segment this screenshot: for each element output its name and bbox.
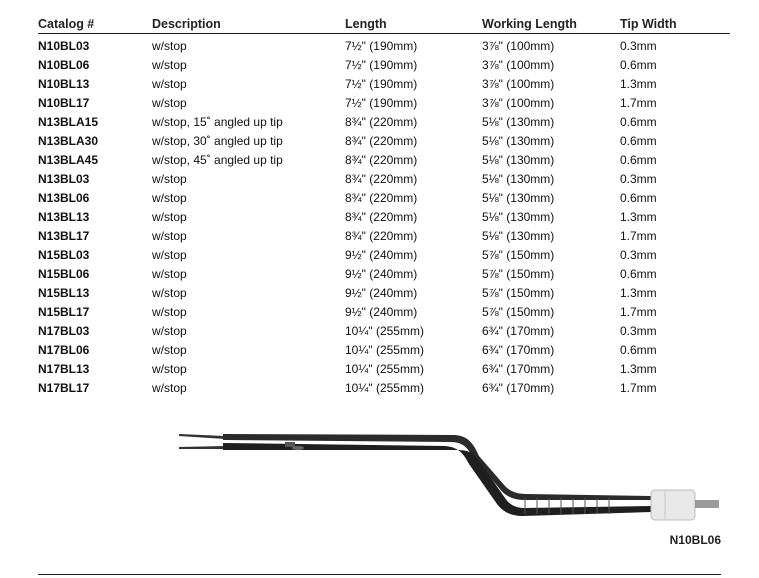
cell-description: w/stop [152, 209, 187, 224]
cell-length: 7½" (190mm) [345, 95, 418, 110]
cell-length: 8¾" (220mm) [345, 133, 418, 148]
cell-tip-width: 0.3mm [620, 323, 657, 338]
cell-tip-width: 0.6mm [620, 57, 657, 72]
cell-catalog: N10BL13 [38, 76, 90, 91]
bottom-divider [38, 574, 721, 575]
table-row [38, 378, 730, 397]
forceps-arm-lower [223, 443, 651, 516]
table-row [38, 264, 730, 283]
table-row [38, 112, 730, 131]
header-working-length: Working Length [482, 14, 620, 34]
cell-length: 9½" (240mm) [345, 304, 418, 319]
table-row [38, 283, 730, 302]
table-row [38, 302, 730, 321]
header-tip-width: Tip Width [620, 14, 730, 34]
cell-length: 7½" (190mm) [345, 76, 418, 91]
cell-length: 8¾" (220mm) [345, 114, 418, 129]
cell-catalog: N17BL17 [38, 380, 90, 395]
cell-tip-width: 0.3mm [620, 171, 657, 186]
table-row [38, 55, 730, 74]
cell-description: w/stop [152, 380, 187, 395]
cell-length: 8¾" (220mm) [345, 152, 418, 167]
cell-catalog: N13BLA45 [38, 152, 99, 167]
cell-catalog: N13BL17 [38, 228, 90, 243]
table-row [38, 169, 730, 188]
cell-catalog: N17BL03 [38, 323, 90, 338]
cell-description: w/stop [152, 95, 187, 110]
cell-catalog: N15BL03 [38, 247, 90, 262]
cell-working-length: 3⅞" (100mm) [482, 95, 555, 110]
cell-length: 8¾" (220mm) [345, 228, 418, 243]
cell-working-length: 3⅞" (100mm) [482, 76, 555, 91]
cell-length: 10¼" (255mm) [345, 380, 424, 395]
cell-working-length: 6¾" (170mm) [482, 361, 555, 376]
cell-catalog: N15BL17 [38, 304, 90, 319]
cell-length: 7½" (190mm) [345, 57, 418, 72]
cell-length: 8¾" (220mm) [345, 171, 418, 186]
cell-working-length: 5⅛" (130mm) [482, 133, 555, 148]
cell-tip-width: 0.6mm [620, 133, 657, 148]
cell-catalog: N10BL06 [38, 57, 90, 72]
cell-description: w/stop [152, 76, 187, 91]
forceps-tip-lower [179, 446, 225, 449]
table-row [38, 93, 730, 112]
forceps-stop-pin [292, 446, 304, 450]
cell-tip-width: 1.7mm [620, 95, 657, 110]
forceps-connector [651, 490, 695, 520]
cell-length: 10¼" (255mm) [345, 361, 424, 376]
cell-tip-width: 1.3mm [620, 285, 657, 300]
cell-tip-width: 1.3mm [620, 76, 657, 91]
cell-tip-width: 0.3mm [620, 38, 657, 53]
table-row [38, 226, 730, 245]
header-length: Length [345, 14, 482, 34]
cell-description: w/stop, 45˚ angled up tip [152, 152, 283, 167]
cell-description: w/stop [152, 57, 187, 72]
table-row [38, 359, 730, 378]
header-description: Description [152, 14, 345, 34]
cell-working-length: 5⅞" (150mm) [482, 285, 555, 300]
cell-catalog: N13BL06 [38, 190, 90, 205]
cell-description: w/stop [152, 38, 187, 53]
cell-tip-width: 1.7mm [620, 304, 657, 319]
cell-catalog: N10BL17 [38, 95, 90, 110]
cell-length: 8¾" (220mm) [345, 190, 418, 205]
cell-description: w/stop [152, 342, 187, 357]
cell-working-length: 5⅞" (150mm) [482, 266, 555, 281]
table-body [38, 34, 730, 398]
cell-description: w/stop [152, 361, 187, 376]
cell-catalog: N17BL06 [38, 342, 90, 357]
cell-working-length: 5⅛" (130mm) [482, 171, 555, 186]
cell-tip-width: 0.3mm [620, 247, 657, 262]
cell-length: 10¼" (255mm) [345, 342, 424, 357]
table-row [38, 131, 730, 150]
cell-description: w/stop [152, 285, 187, 300]
catalog-table [38, 14, 730, 397]
cell-catalog: N13BL03 [38, 171, 90, 186]
cell-description: w/stop [152, 190, 187, 205]
cell-working-length: 5⅛" (130mm) [482, 152, 555, 167]
cell-tip-width: 1.7mm [620, 380, 657, 395]
cell-description: w/stop, 15˚ angled up tip [152, 114, 283, 129]
table-row [38, 340, 730, 359]
cell-tip-width: 0.6mm [620, 190, 657, 205]
cell-working-length: 6¾" (170mm) [482, 342, 555, 357]
cell-working-length: 5⅛" (130mm) [482, 114, 555, 129]
table-row [38, 245, 730, 264]
table-header-row [38, 14, 730, 34]
table-row [38, 321, 730, 340]
cell-tip-width: 0.6mm [620, 342, 657, 357]
forceps-tip-upper [179, 434, 225, 439]
cell-tip-width: 0.6mm [620, 152, 657, 167]
forceps-stop [285, 442, 295, 447]
cell-working-length: 5⅛" (130mm) [482, 209, 555, 224]
cell-length: 9½" (240mm) [345, 285, 418, 300]
cell-length: 8¾" (220mm) [345, 209, 418, 224]
bipolar-forceps-image [165, 420, 725, 530]
cell-working-length: 5⅛" (130mm) [482, 190, 555, 205]
cell-length: 10¼" (255mm) [345, 323, 424, 338]
cell-description: w/stop [152, 266, 187, 281]
cell-working-length: 3⅞" (100mm) [482, 38, 555, 53]
cell-description: w/stop [152, 323, 187, 338]
forceps-connector-pin [695, 500, 719, 508]
cell-catalog: N13BL13 [38, 209, 90, 224]
cell-description: w/stop [152, 228, 187, 243]
table-row [38, 188, 730, 207]
cell-tip-width: 0.6mm [620, 266, 657, 281]
cell-length: 9½" (240mm) [345, 266, 418, 281]
cell-tip-width: 1.3mm [620, 209, 657, 224]
cell-catalog: N15BL06 [38, 266, 90, 281]
cell-working-length: 3⅞" (100mm) [482, 57, 555, 72]
cell-catalog: N10BL03 [38, 38, 90, 53]
cell-working-length: 6¾" (170mm) [482, 323, 555, 338]
cell-catalog: N15BL13 [38, 285, 90, 300]
table-row [38, 34, 730, 56]
cell-tip-width: 0.6mm [620, 114, 657, 129]
cell-description: w/stop [152, 247, 187, 262]
cell-catalog: N13BLA30 [38, 133, 99, 148]
table-row [38, 207, 730, 226]
cell-tip-width: 1.7mm [620, 228, 657, 243]
table-row [38, 74, 730, 93]
cell-description: w/stop, 30˚ angled up tip [152, 133, 283, 148]
cell-description: w/stop [152, 171, 187, 186]
cell-tip-width: 1.3mm [620, 361, 657, 376]
cell-length: 9½" (240mm) [345, 247, 418, 262]
header-catalog: Catalog # [38, 14, 152, 34]
cell-catalog: N17BL13 [38, 361, 90, 376]
cell-working-length: 6¾" (170mm) [482, 380, 555, 395]
cell-working-length: 5⅛" (130mm) [482, 228, 555, 243]
product-caption: N10BL06 [669, 533, 721, 547]
cell-working-length: 5⅞" (150mm) [482, 247, 555, 262]
cell-working-length: 5⅞" (150mm) [482, 304, 555, 319]
cell-description: w/stop [152, 304, 187, 319]
cell-catalog: N13BLA15 [38, 114, 99, 129]
table-row [38, 150, 730, 169]
cell-length: 7½" (190mm) [345, 38, 418, 53]
